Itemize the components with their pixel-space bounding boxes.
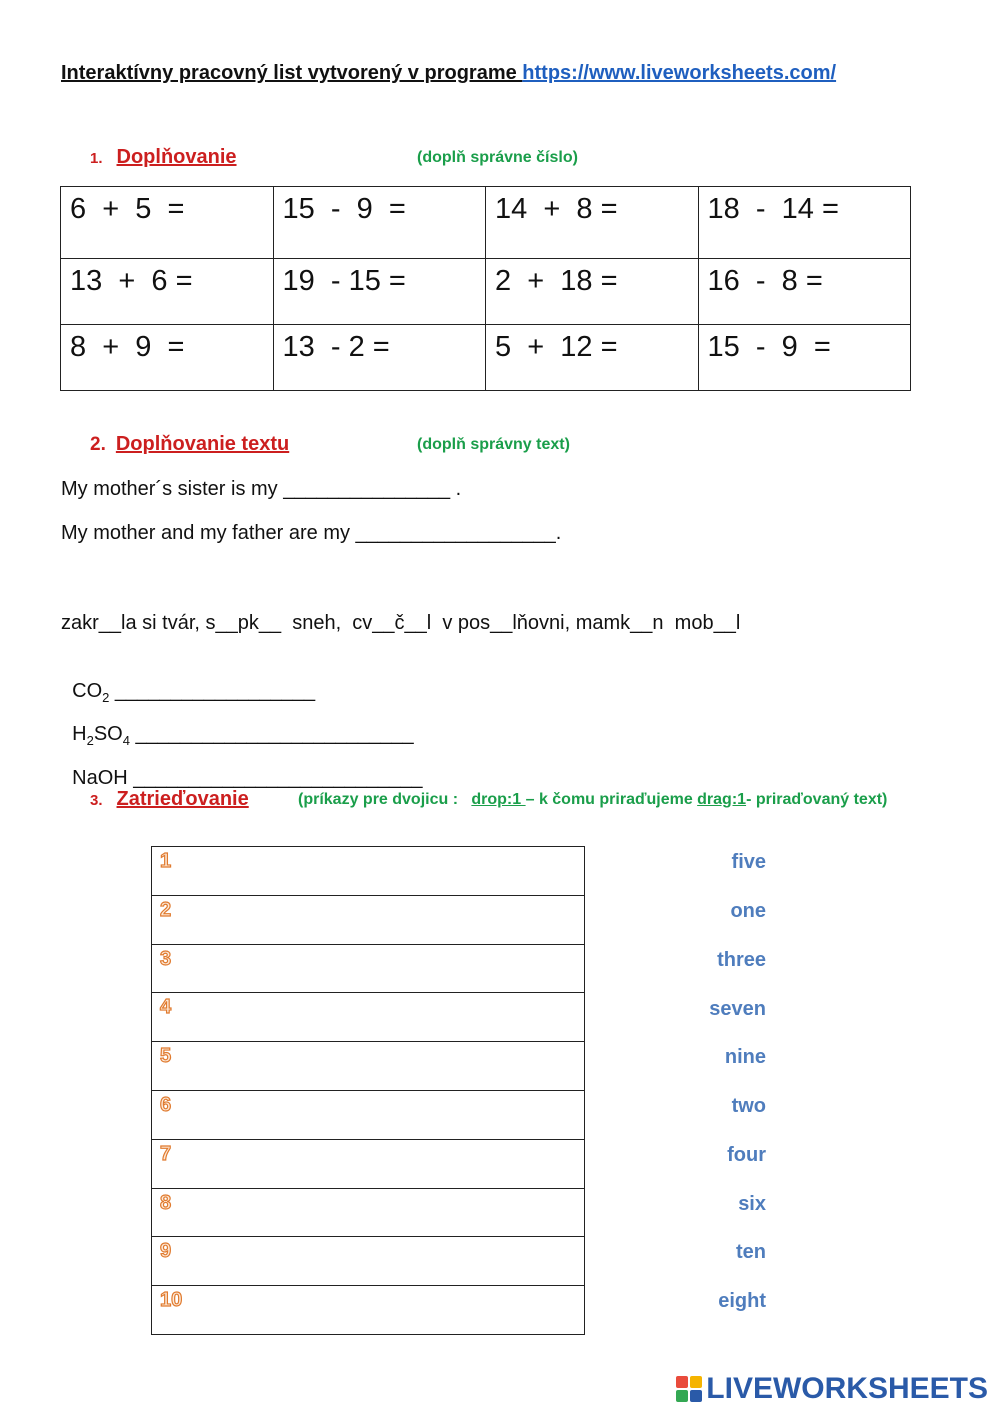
section2-title: Doplňovanie textu bbox=[115, 433, 290, 455]
table-row[interactable] bbox=[152, 993, 585, 1042]
sort-table bbox=[151, 846, 585, 1335]
drag-word[interactable]: nine bbox=[724, 1046, 766, 1068]
answer-line: __________________ bbox=[109, 680, 316, 702]
section1-heading bbox=[90, 146, 237, 169]
section1-hint: (doplň správne číslo) bbox=[417, 149, 578, 166]
chem-formula: CO bbox=[72, 680, 103, 702]
row-number: 1 bbox=[160, 850, 172, 872]
drag-word[interactable]: eight bbox=[718, 1290, 766, 1312]
drop-cell[interactable] bbox=[152, 1237, 585, 1286]
drag-word[interactable]: three bbox=[717, 949, 766, 971]
table-row bbox=[61, 187, 911, 259]
table-row[interactable] bbox=[152, 1286, 585, 1335]
drag-word[interactable]: six bbox=[738, 1193, 766, 1215]
drag-word[interactable]: one bbox=[730, 900, 766, 922]
math-table bbox=[60, 186, 911, 391]
row-number: 2 bbox=[160, 898, 172, 921]
section1-number: 1. bbox=[90, 150, 103, 167]
logo-text: LIVEWORKSHEETS bbox=[706, 1372, 988, 1405]
section2-number: 2. bbox=[90, 434, 106, 455]
math-cell[interactable]: 15 - 9 = bbox=[273, 187, 486, 259]
drop-cell[interactable] bbox=[152, 1286, 585, 1335]
math-cell[interactable]: 18 - 14 = bbox=[698, 187, 911, 259]
drop-cell[interactable] bbox=[152, 993, 585, 1042]
drop-cell[interactable] bbox=[152, 1090, 585, 1139]
section3-heading bbox=[90, 788, 249, 811]
section2-hint: (doplň správny text) bbox=[417, 436, 570, 453]
math-cell[interactable]: 14 + 8 = bbox=[486, 187, 699, 259]
row-number: 3 bbox=[160, 947, 172, 970]
table-row[interactable] bbox=[152, 1237, 585, 1286]
drag-word[interactable]: seven bbox=[709, 998, 766, 1020]
hint-part: (príkazy pre dvojicu : bbox=[298, 791, 472, 808]
chem-formula: H bbox=[72, 723, 87, 745]
chem-naoh[interactable] bbox=[61, 744, 422, 790]
header-line bbox=[61, 62, 836, 85]
section3-title: Zatrieďovanie bbox=[116, 788, 249, 810]
hint-drop: drop:1 bbox=[471, 791, 526, 808]
drop-cell[interactable] bbox=[152, 895, 585, 944]
chem-formula: NaOH bbox=[72, 767, 128, 789]
row-number: 8 bbox=[160, 1191, 172, 1214]
table-row[interactable] bbox=[152, 1090, 585, 1139]
drop-cell[interactable] bbox=[152, 1139, 585, 1188]
logo-icon bbox=[676, 1376, 702, 1402]
table-row[interactable] bbox=[152, 847, 585, 896]
liveworksheets-logo bbox=[676, 1372, 988, 1406]
math-cell[interactable]: 5 + 12 = bbox=[486, 325, 699, 391]
table-row[interactable] bbox=[152, 1042, 585, 1091]
section2-heading bbox=[90, 433, 289, 456]
chem-formula-rest: SO bbox=[93, 723, 123, 745]
sentence-parents[interactable]: My mother and my father are my __________________. bbox=[61, 522, 562, 544]
row-number: 9 bbox=[160, 1240, 172, 1263]
table-row bbox=[61, 325, 911, 391]
table-row[interactable] bbox=[152, 1188, 585, 1237]
hint-part: - priraďovaný text) bbox=[746, 791, 888, 808]
chem-co2[interactable] bbox=[61, 657, 315, 705]
chem-subscript: 2 bbox=[102, 690, 110, 705]
drag-word[interactable]: ten bbox=[736, 1241, 766, 1263]
sentence-aunt[interactable]: My mother´s sister is my _______________ . bbox=[61, 478, 462, 500]
math-cell[interactable]: 13 + 6 = bbox=[61, 259, 274, 325]
header-link[interactable]: https://www.liveworksheets.com/ bbox=[522, 62, 837, 84]
hint-drag: drag:1 bbox=[697, 791, 747, 808]
math-cell[interactable]: 16 - 8 = bbox=[698, 259, 911, 325]
header-text: Interaktívny pracovný list vytvorený v programe bbox=[61, 62, 523, 84]
drop-cell[interactable] bbox=[152, 1042, 585, 1091]
section3-hint bbox=[298, 791, 887, 809]
section3-number: 3. bbox=[90, 792, 103, 809]
chem-h2so4[interactable] bbox=[61, 700, 414, 748]
chem-subscript: 2 bbox=[86, 733, 94, 748]
section1-title: Doplňovanie bbox=[116, 146, 237, 168]
drag-word[interactable]: four bbox=[727, 1144, 766, 1166]
answer-line: __________________________ bbox=[127, 767, 423, 789]
row-number: 5 bbox=[160, 1045, 172, 1068]
table-row[interactable] bbox=[152, 944, 585, 993]
table-row bbox=[61, 259, 911, 325]
row-number: 10 bbox=[160, 1289, 183, 1312]
drag-word[interactable]: two bbox=[731, 1095, 766, 1117]
drop-cell[interactable] bbox=[152, 847, 585, 896]
math-cell[interactable]: 13 - 2 = bbox=[273, 325, 486, 391]
table-row[interactable] bbox=[152, 895, 585, 944]
math-cell[interactable]: 8 + 9 = bbox=[61, 325, 274, 391]
row-number: 7 bbox=[160, 1142, 172, 1165]
math-cell[interactable]: 19 - 15 = bbox=[273, 259, 486, 325]
hint-part: – k čomu priraďujeme bbox=[525, 791, 698, 808]
drop-cell[interactable] bbox=[152, 944, 585, 993]
spelling-line[interactable]: zakr__la si tvár, s__pk__ sneh, cv__č__l v pos__lňovni, mamk__n mob__l bbox=[61, 612, 741, 634]
math-cell[interactable]: 6 + 5 = bbox=[61, 187, 274, 259]
math-cell[interactable]: 15 - 9 = bbox=[698, 325, 911, 391]
math-cell[interactable]: 2 + 18 = bbox=[486, 259, 699, 325]
row-number: 6 bbox=[160, 1093, 172, 1116]
row-number: 4 bbox=[160, 996, 172, 1019]
drag-word[interactable]: five bbox=[731, 851, 766, 873]
drop-cell[interactable] bbox=[152, 1188, 585, 1237]
chem-subscript: 4 bbox=[122, 733, 130, 748]
table-row[interactable] bbox=[152, 1139, 585, 1188]
answer-line: _________________________ bbox=[129, 723, 414, 745]
